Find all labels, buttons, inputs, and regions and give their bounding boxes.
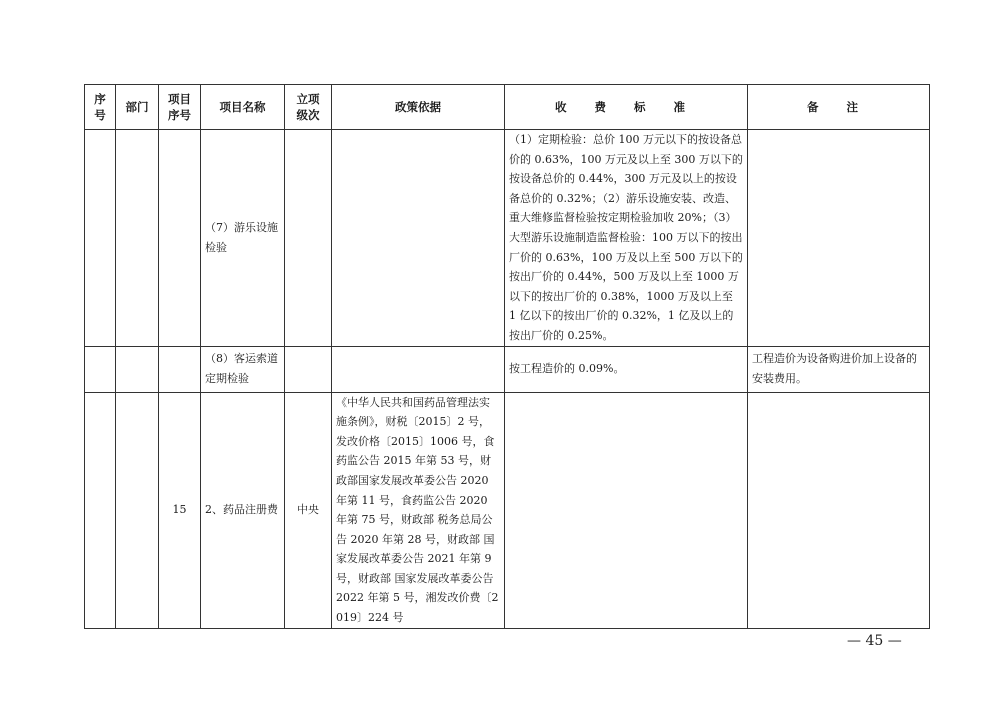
cell-standard (505, 392, 748, 628)
cell-item-seq: 15 (159, 392, 201, 628)
header-dept: 部门 (116, 85, 159, 130)
cell-remark (748, 392, 930, 628)
header-item-name: 项目名称 (201, 85, 285, 130)
cell-item-seq (159, 130, 201, 347)
header-standard: 收 费 标 准 (505, 85, 748, 130)
cell-remark: 工程造价为设备购进价加上设备的安装费用。 (748, 346, 930, 392)
cell-item-name: （7）游乐设施检验 (201, 130, 285, 347)
cell-seq (85, 392, 116, 628)
table-row (85, 392, 930, 628)
header-policy: 政策依据 (332, 85, 505, 130)
cell-policy (332, 346, 505, 392)
header-seq: 序号 (85, 85, 116, 130)
table-row (85, 130, 930, 347)
cell-seq (85, 130, 116, 347)
cell-item-seq (159, 346, 201, 392)
cell-standard: （1）定期检验：总价 100 万元以下的按设备总价的 0.63%，100 万元及以上至 300 万以下的按设备总价的 0.44%，300 万元及以上的按设备总价的 0.32%；（2）游乐设施安装、改造、重大维修监督检验按定期检验加收 20%；（3）大型游乐设施制造监督检验：100 万以下的按出厂价的 0.63%，100 万及以上至 500 万以下的按出厂价的 0.44%，500 万及以上至 1000 万以下的按出厂价的 0.38%，1000 万及以上至 1 亿以下的按出厂价的 0.32%，1 亿及以上的按出厂价的 0.25%。 (505, 130, 748, 347)
cell-dept (116, 346, 159, 392)
cell-policy: 《中华人民共和国药品管理法实施条例》，财税〔2015〕2 号，发改价格〔2015〕1006 号，食药监公告 2015 年第 53 号，财政部国家发展改革委公告 2020 年第 11 号，食药监公告 2020 年第 75 号，财政部 税务总局公告 2020 年第 28 号，财政部 国家发展改革委公告 2021 年第 9 号，财政部 国家发展改革委公告 2022 年第 5 号，湘发改价费〔2019〕224 号 (332, 392, 505, 628)
table-row (85, 346, 930, 392)
cell-standard: 按工程造价的 0.09%。 (505, 346, 748, 392)
cell-seq (85, 346, 116, 392)
header-row (85, 85, 930, 130)
fee-table (84, 84, 930, 629)
cell-level (285, 130, 332, 347)
page-number: — 45 — (847, 633, 902, 649)
header-level: 立项级次 (285, 85, 332, 130)
cell-policy (332, 130, 505, 347)
cell-item-name: （8）客运索道定期检验 (201, 346, 285, 392)
cell-level: 中央 (285, 392, 332, 628)
cell-dept (116, 392, 159, 628)
header-item-seq: 项目序号 (159, 85, 201, 130)
cell-dept (116, 130, 159, 347)
cell-remark (748, 130, 930, 347)
cell-level (285, 346, 332, 392)
cell-item-name: 2、药品注册费 (201, 392, 285, 628)
header-remark: 备 注 (748, 85, 930, 130)
